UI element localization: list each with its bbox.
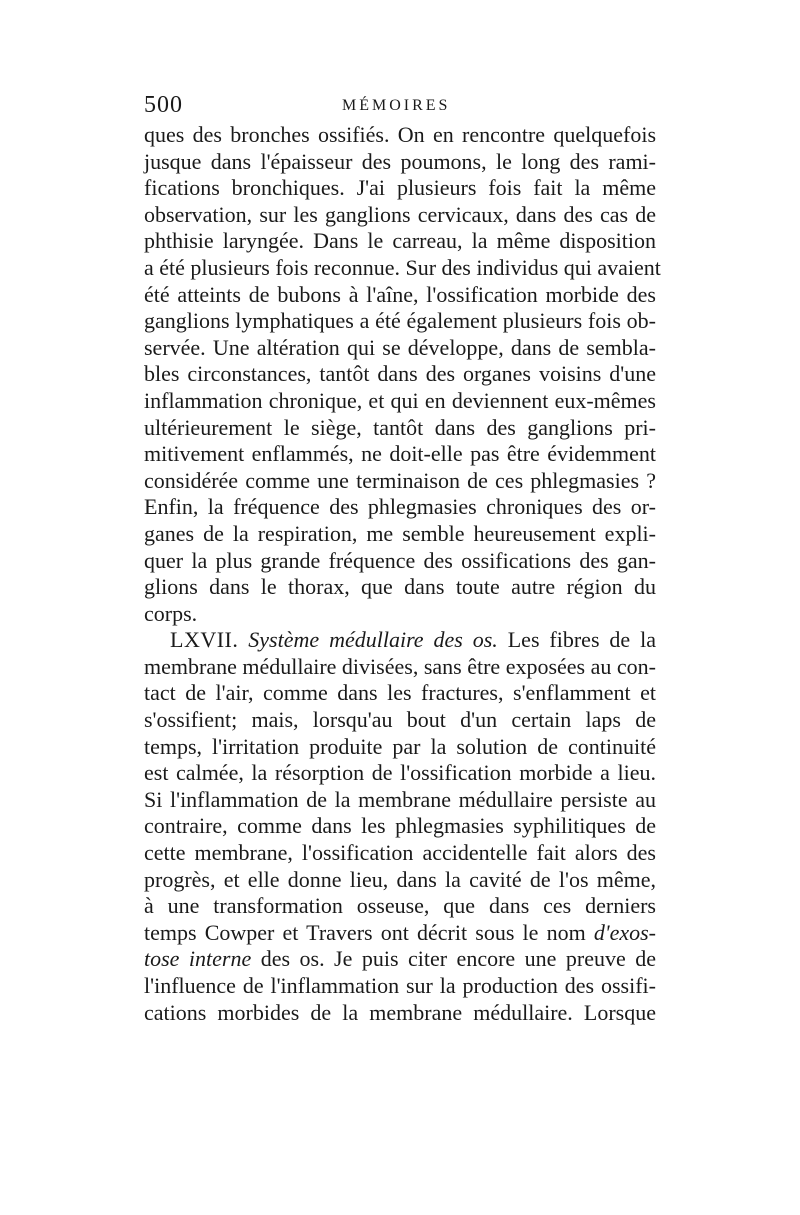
text-line: fications bronchiques. J'ai plusieurs fois fait la même [144, 175, 656, 201]
text-line: progrès, et elle donne lieu, dans la cavité de l'os même, [144, 866, 656, 892]
section-title: Système médullaire des os. [248, 627, 498, 653]
text-line: tact de l'air, comme dans les fractures, s'enflamment et [144, 680, 656, 706]
text-line: inflammation chronique, et qui en deviennent eux-mêmes [144, 387, 656, 413]
italic-term: d'exos- [593, 919, 656, 945]
section-number: LXVII. [170, 627, 239, 653]
text-line: mitivement enflammés, ne doit-elle pas être évidemment [144, 441, 656, 467]
text-span: des os. Je puis citer encore une preuve de [251, 946, 656, 972]
text-line: membrane médullaire divisées, sans être exposées au con- [144, 653, 656, 679]
text-line: ganglions lymphatiques a été également plusieurs fois ob- [144, 308, 656, 334]
text-line: cette membrane, l'ossification accidentelle fait alors des [144, 840, 656, 866]
text-line: considérée comme une terminaison de ces phlegmasies ? [144, 467, 656, 493]
text-line: Enfin, la fréquence des phlegmasies chroniques des or- [144, 494, 656, 520]
text-line: servée. Une altération qui se développe, dans de sembla- [144, 334, 656, 360]
text-line: a été plusieurs fois reconnue. Sur des individus qui avaient [144, 254, 661, 280]
text-line: été atteints de bubons à l'aîne, l'ossification morbide des [144, 281, 656, 307]
text-line: ganes de la respiration, me semble heureusement expli- [144, 520, 656, 546]
text-line: quer la plus grande fréquence des ossifications des gan- [144, 547, 656, 573]
paragraph [144, 122, 661, 627]
text-line [144, 920, 656, 947]
section-heading-line [144, 627, 656, 654]
page-number: 500 [144, 92, 183, 118]
text-line: temps, l'irritation produite par la solution de continuité [144, 733, 656, 759]
text-line: phthisie laryngée. Dans le carreau, la même disposition [144, 228, 656, 254]
text-line: s'ossifient; mais, lorsqu'au bout d'un certain laps de [144, 707, 656, 733]
italic-term: tose interne [144, 946, 252, 972]
text-span: temps Cowper et Travers ont décrit sous le nom [144, 919, 594, 945]
text-line: l'influence de l'inflammation sur la production des ossifi- [144, 973, 656, 998]
text-line: ultérieurement le siège, tantôt dans des ganglions pri- [144, 414, 656, 440]
text-line: à une transformation osseuse, que dans ces derniers [144, 893, 656, 919]
text-line: Si l'inflammation de la membrane médullaire persiste au [144, 786, 656, 812]
text-line: contraire, comme dans les phlegmasies syphilitiques de [144, 813, 656, 839]
text-line [144, 946, 656, 973]
section-first-text: Les fibres de la [507, 627, 656, 653]
text-line: ques des bronches ossifiés. On en rencontre quelquefois [144, 122, 656, 147]
text-line: cations morbides de la membrane médullaire. Lorsque [144, 999, 656, 1025]
text-line: observation, sur les ganglions cervicaux, dans des cas de [144, 201, 656, 227]
running-title: MÉMOIRES [342, 97, 451, 114]
text-line: bles circonstances, tantôt dans des organes voisins d'une [144, 361, 656, 387]
text-line: corps. [144, 600, 198, 626]
text-line: jusque dans l'épaisseur des poumons, le long des rami- [144, 148, 656, 174]
paragraph [144, 627, 656, 1026]
text-line: est calmée, la résorption de l'ossification morbide a lieu. [144, 760, 656, 786]
body-text [144, 122, 661, 1026]
page-header [144, 92, 664, 122]
text-line: glions dans le thorax, que dans toute autre région du [144, 574, 656, 600]
